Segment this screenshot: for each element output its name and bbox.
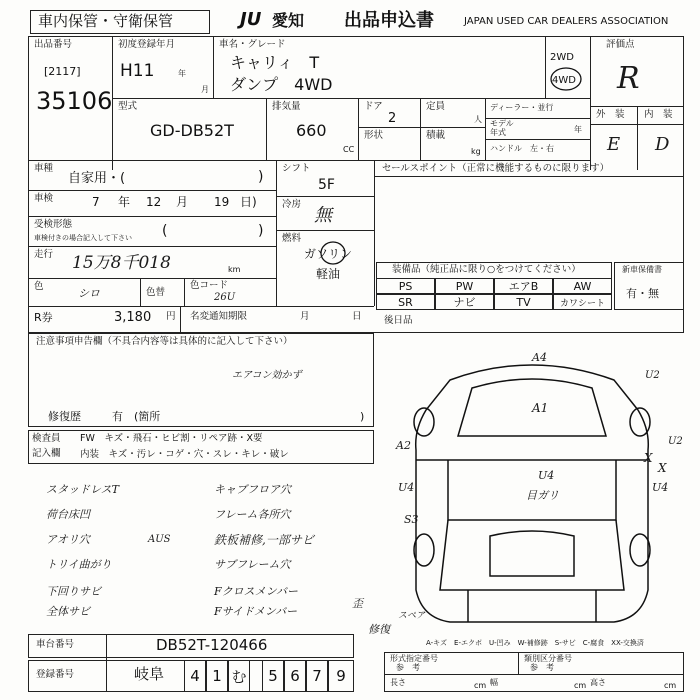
notice-month-unit: 月 — [300, 311, 310, 322]
grade-label: 評価点 — [606, 39, 635, 50]
recycle-value: 3,180 — [114, 310, 152, 325]
inspector-note-right-5: Fサイドメンバー — [214, 605, 297, 618]
cert-label-2: 参 考 — [396, 663, 420, 672]
repair-value: 有 (箇所 — [112, 410, 161, 423]
color-code-value: 26U — [214, 292, 236, 303]
mark-u4-left: U4 — [398, 481, 415, 494]
inspector-note-left-1: 荷台床凹 — [46, 508, 90, 521]
model-name-line1: キャリィ T — [230, 53, 320, 72]
reg-digit-2: む — [228, 660, 250, 692]
notice-label: 名変通知期限 — [190, 311, 248, 322]
inspector-note-right-3: サブフレーム穴 — [214, 558, 291, 571]
capacity-label: 定員 — [426, 101, 446, 112]
notice-day-unit: 日 — [352, 311, 362, 322]
inspector-note-left-3: トリイ曲がり — [46, 558, 112, 571]
form-title: 出品申込書 — [344, 10, 434, 31]
equipment-pw: PW — [435, 278, 494, 294]
reg-digit-0: 4 — [184, 660, 206, 692]
equipment-airbag: エアB — [494, 278, 553, 294]
inspection-day-unit: 日) — [240, 195, 257, 209]
color-label: 色 — [34, 281, 44, 292]
inspector-note-left-0: スタッドレスT — [46, 483, 120, 496]
inspector-note-right-4: Fクロスメンバー — [214, 585, 298, 598]
inspection-month: 12 — [146, 195, 162, 209]
accepted-label: 受検形態 — [34, 219, 73, 230]
equipment-tv: TV — [494, 294, 553, 310]
import-label: ディーラー・並行 — [490, 103, 554, 112]
first-reg-label: 初度登録年月 — [118, 39, 176, 50]
fuel-gasoline-circle — [318, 240, 348, 266]
capacity-unit: 人 — [474, 115, 482, 124]
notes-handwritten: エアコン効かず — [232, 370, 302, 381]
fuel-gasoline: ガソリン — [304, 247, 353, 261]
chassis-label: 車台番号 — [36, 639, 75, 650]
inspection-year-unit: 年 — [118, 195, 131, 209]
cert-label-3: 類別区分番号 — [524, 654, 572, 663]
inspection-label: 車検 — [34, 193, 54, 204]
first-reg-year-unit: 年 — [178, 69, 186, 78]
inspection-day: 19 — [214, 195, 230, 209]
mark-x-1: X — [644, 451, 653, 465]
drive-4wd: 4WD — [552, 75, 576, 86]
repair-close: ) — [360, 410, 365, 423]
equipment-sr: SR — [376, 294, 435, 310]
inspector-note-left-4: 下回りサビ — [46, 585, 101, 598]
inspector-note-left-5: 全体サビ — [46, 605, 90, 618]
equipment-label: 装備品（純正品に限り○をつけてください） — [392, 264, 581, 275]
lot-small-number: [2117] — [44, 65, 81, 78]
handle-label: ハンドル 左・右 — [490, 144, 554, 153]
car-body-diagram — [380, 340, 684, 630]
inspector-note-right-2: 鉄板補修,一部サビ — [214, 533, 314, 547]
ac-label: 冷房 — [282, 199, 302, 210]
cert-width: 幅 — [490, 678, 498, 687]
storage-title: 車内保管・守衛保管 — [38, 12, 174, 30]
first-reg-month-unit: 月 — [201, 85, 209, 94]
ac-value: 無 — [314, 205, 332, 226]
shape-label: 形状 — [364, 130, 384, 141]
reg-digit-5: 7 — [306, 660, 328, 692]
inspector-label1: 検査員 — [32, 433, 61, 444]
recycle-unit: 円 — [166, 311, 176, 322]
selling-points-label: セールスポイント（正常に機能するものに限ります） — [382, 163, 610, 174]
lot-number: 35106 — [36, 87, 113, 115]
mark-u4-center: U4 — [538, 469, 555, 482]
reg-digit-1: 1 — [206, 660, 228, 692]
type-label: 型式 — [118, 101, 138, 112]
later-entry-label: 後日品 — [384, 315, 413, 326]
inspector-label2: 記入欄 — [32, 448, 61, 459]
interior-label: 内 装 — [644, 109, 673, 120]
accepted-note: 車検付きの場合記入して下さい — [34, 234, 132, 242]
inspector-note-right-1: フレーム各所穴 — [214, 508, 291, 521]
reg-digit-4: 6 — [284, 660, 306, 692]
type-value: GD-DB52T — [150, 121, 234, 140]
shift-value: 5F — [318, 177, 335, 193]
usage-value: 自家用・( — [68, 171, 126, 186]
chassis-value: DB52T-120466 — [156, 636, 268, 654]
warranty-value: 有・無 — [626, 287, 659, 300]
inspection-month-unit: 月 — [176, 195, 189, 209]
equipment-ps: PS — [376, 278, 435, 294]
cert-length-unit: cm — [474, 681, 487, 690]
load-unit: kg — [471, 147, 481, 156]
model-year-label: モデル 年式 — [490, 119, 514, 137]
inspector-interior: 内装 キズ・汚レ・コゲ・穴・スレ・キレ・破レ — [80, 449, 289, 460]
exterior-value: E — [607, 134, 621, 155]
drive-4wd-circle — [548, 66, 584, 92]
grade-value: R — [617, 61, 640, 96]
recycle-label: R券 — [34, 311, 53, 324]
inspection-year: 7 — [92, 195, 100, 209]
repair-label: 修復歴 — [48, 410, 81, 423]
mileage-value: 15万8千018 — [72, 253, 171, 273]
reg-digit-6: 9 — [328, 660, 354, 692]
usage-label: 車種 — [34, 163, 54, 174]
mark-floor: 目ガリ — [526, 489, 559, 502]
reg-digit-3: 5 — [262, 660, 284, 692]
mileage-unit: km — [228, 265, 241, 274]
notes-label: 注意事項申告欄（不具合内容等は具体的に記入して下さい） — [36, 336, 293, 347]
shift-label: シフト — [282, 163, 311, 174]
association-name: JAPAN USED CAR DEALERS ASSOCIATION — [464, 16, 669, 27]
color-swap-label: 色替 — [146, 287, 166, 298]
inspector-note-left-2: アオリ穴 — [46, 533, 90, 546]
displacement-label: 排気量 — [272, 101, 301, 112]
drive-2wd: 2WD — [550, 52, 574, 63]
damage-legend: A-キズ E-エクボ U-凹み W-補修跡 S-サビ C-腐食 XX-交換済 — [426, 639, 644, 647]
doors-value: 2 — [388, 111, 397, 126]
inspector-mid-note: AUS — [148, 534, 171, 545]
cert-label-1: 形式指定番号 — [390, 654, 438, 663]
inspector-tag-note: スペア — [398, 611, 426, 621]
cert-width-unit: cm — [574, 681, 587, 690]
inspector-corner-note: 歪 — [352, 597, 363, 610]
usage-close: ) — [258, 169, 264, 185]
logo-name: 愛知 — [272, 11, 305, 30]
fuel-label: 燃料 — [282, 233, 302, 244]
inspector-note-right-0: キャブフロア穴 — [214, 483, 291, 496]
equipment-aw: AW — [553, 278, 612, 294]
mark-a1: A1 — [532, 401, 549, 415]
color-value: シロ — [78, 287, 100, 300]
cert-height-unit: cm — [664, 681, 677, 690]
cert-label-4: 参 考 — [530, 663, 554, 672]
mark-x-2: X — [658, 461, 667, 475]
model-name-line2: ダンプ 4WD — [230, 75, 333, 94]
mark-u4-right: U4 — [652, 481, 669, 494]
mileage-label: 走行 — [34, 249, 54, 260]
color-code-label: 色コード — [190, 280, 229, 291]
cert-length: 長さ — [390, 678, 406, 687]
lot-label: 出品番号 — [34, 39, 73, 50]
interior-value: D — [655, 134, 670, 155]
inspector-side-note: 修復 — [368, 623, 390, 636]
displacement-value: 660 — [296, 121, 327, 140]
doors-label: ドア — [364, 101, 383, 112]
fuel-diesel: 軽油 — [316, 267, 341, 281]
exterior-label: 外 装 — [596, 109, 625, 120]
accepted-open: ( — [162, 223, 168, 239]
load-label: 積載 — [426, 130, 446, 141]
displacement-unit: CC — [343, 145, 355, 154]
registration-region: 岐阜 — [134, 665, 165, 683]
model-year-unit: 年 — [574, 125, 582, 134]
model-name-label: 車名・グレード — [219, 39, 286, 50]
ju-logo: JU — [240, 9, 262, 30]
equipment-navi: ナビ — [435, 294, 494, 310]
inspector-fw: FW キズ・飛石・ヒビ割・リペア跡・X要 — [80, 433, 263, 444]
first-reg-year: H11 — [120, 61, 155, 81]
warranty-label: 新車保備書 — [622, 265, 662, 274]
mark-u2-a: U2 — [668, 436, 683, 447]
accepted-close: ) — [258, 223, 264, 239]
equipment-leather: カワシート — [553, 294, 612, 310]
registration-label: 登録番号 — [36, 669, 75, 680]
mark-u2-right: U2 — [645, 370, 660, 381]
mark-a4: A4 — [532, 351, 547, 364]
cert-height: 高さ — [590, 678, 606, 687]
mark-s3: S3 — [404, 513, 419, 526]
mark-a2: A2 — [396, 439, 411, 452]
